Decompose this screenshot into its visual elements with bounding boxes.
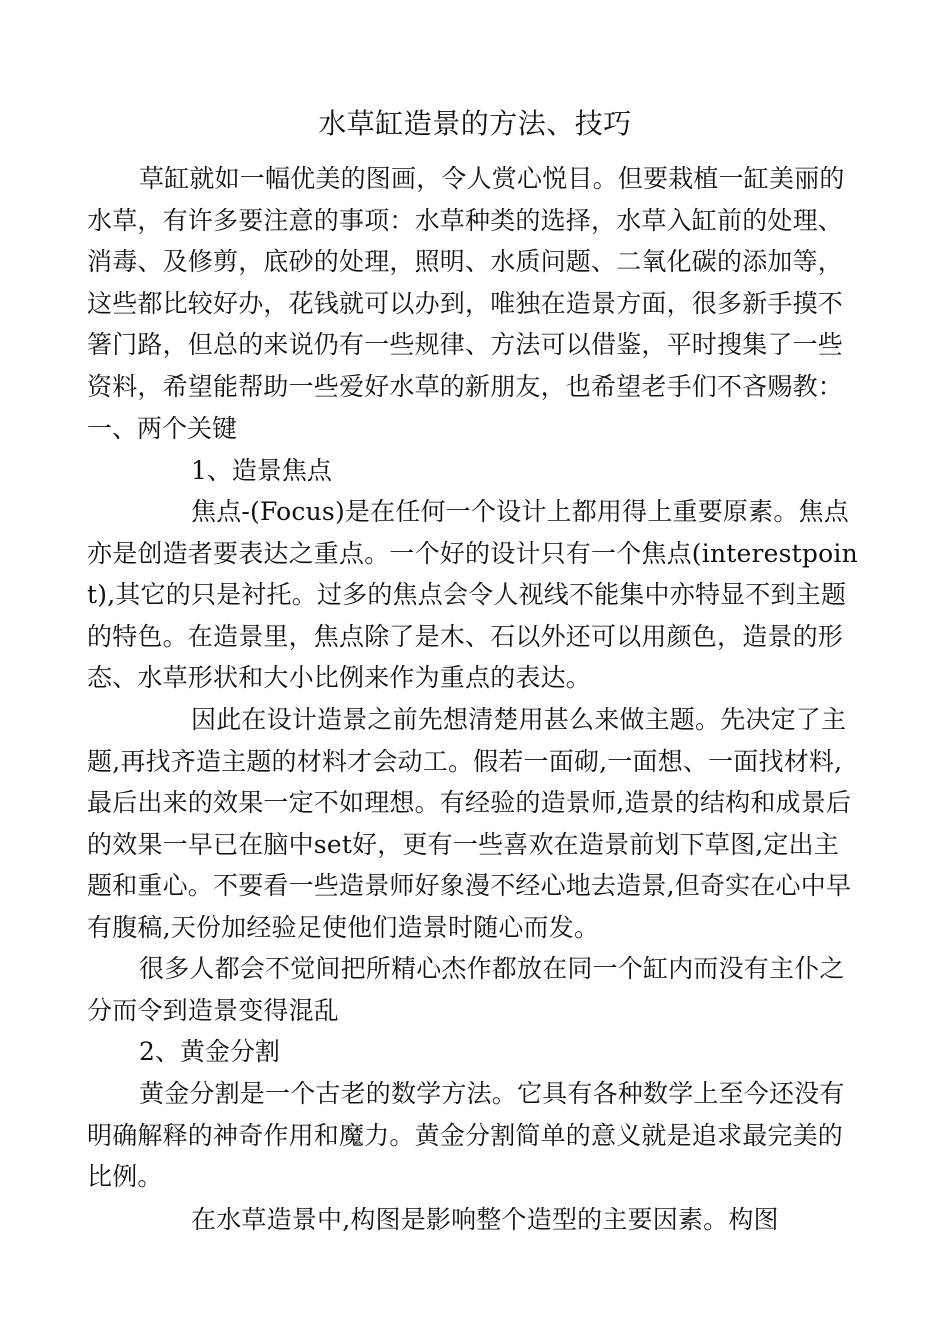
- subheading-golden-ratio: 2、黄金分割: [139, 1037, 280, 1066]
- section-heading-key-points: 一、两个关键: [87, 414, 238, 443]
- focus-paragraph-1: 焦点-(Focus)是在任何一个设计上都用得上重要原素。焦点亦是创造者要表达之重点。一个好的设计只有一个焦点(interestpoint),其它的只是衬托。过多的焦点会令人视线不能集中亦特显不到主题的特色。在造景里，焦点除了是木、石以外还可以用颜色，造景的形态、水草形状和大小比例来作为重点的表达。: [87, 497, 858, 693]
- focus-paragraph-3: 很多人都会不觉间把所精心杰作都放在同一个缸内而没有主仆之分而令到造景变得混乱: [87, 954, 845, 1025]
- intro-paragraph: 草缸就如一幅优美的图画，令人赏心悦目。但要栽植一缸美丽的水草，有许多要注意的事项：水草种类的选择，水草入缸前的处理、消毒、及修剪，底砂的处理，照明、水质问题、二氧化碳的添加等，这些都比较好办，花钱就可以办到，唯独在造景方面，很多新手摸不箸门路，但总的来说仍有一些规律、方法可以借鉴，平时搜集了一些资料，希望能帮助一些爱好水草的新朋友，也希望老手们不吝赐教：: [87, 164, 845, 401]
- focus-paragraph-2: 因此在设计造景之前先想清楚用甚么来做主题。先决定了主题,再找齐造主题的材料才会动工。假若一面砌,一面想、一面找材料,最后出来的效果一定不如理想。有经验的造景师,造景的结构和成景后的效果一早已在脑中set好，更有一些喜欢在造景前划下草图,定出主题和重心。不要看一些造景师好象漫不经心地去造景,但奇实在心中早有腹稿,天份加经验足使他们造景时随心而发。: [87, 705, 852, 942]
- golden-ratio-paragraph-2: 在水草造景中,构图是影响整个造型的主要因素。构图: [191, 1205, 779, 1234]
- page-title: 水草缸造景的方法、技巧: [318, 107, 632, 140]
- golden-ratio-paragraph-1: 黄金分割是一个古老的数学方法。它具有各种数学上至今还没有明确解释的神奇作用和魔力。黄金分割简单的意义就是追求最完美的比例。: [87, 1079, 845, 1192]
- subheading-focus: 1、造景焦点: [191, 456, 332, 485]
